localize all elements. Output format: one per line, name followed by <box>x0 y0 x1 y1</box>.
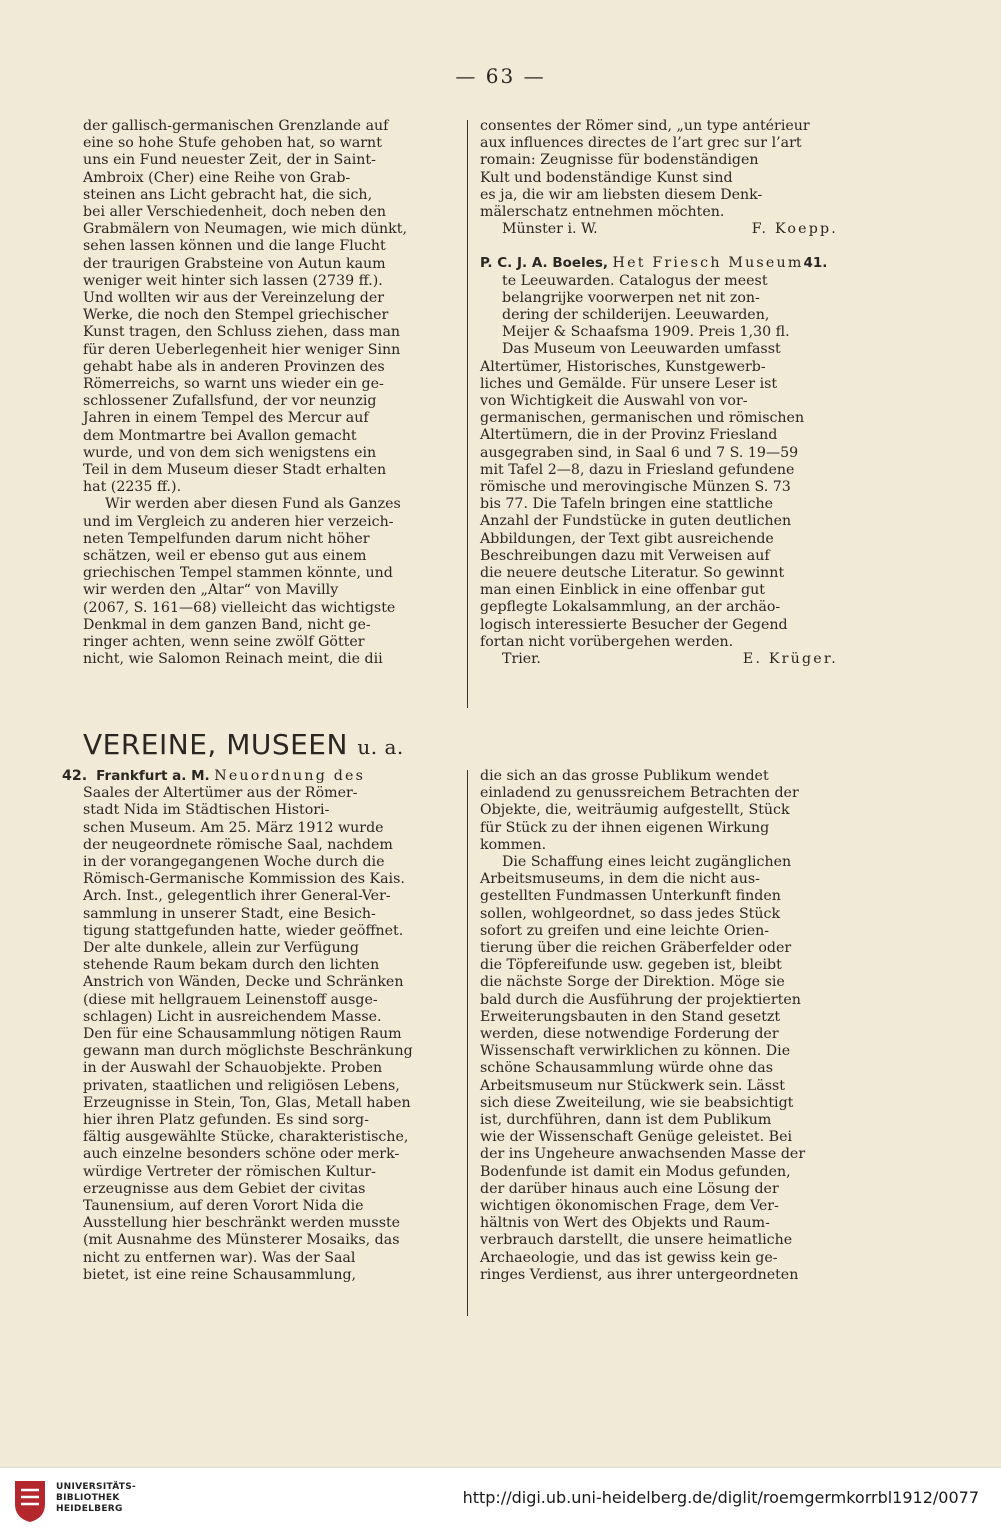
text-line: die neuere deutsche Literatur. So gewinnt <box>480 565 785 582</box>
text-line: romain: Zeugnisse für bodenständigen <box>480 152 759 169</box>
university-seal-icon <box>12 1478 48 1524</box>
footer-bar <box>0 1467 1001 1540</box>
text-line: ist, durchführen, dann ist dem Publikum <box>480 1112 772 1129</box>
text-line: hat (2235 ff.). <box>83 479 182 496</box>
entry-41-title: Het Friesch Museum <box>612 255 804 272</box>
entry-42-text <box>62 785 455 1284</box>
text-line: der gallisch-germanischen Grenzlande auf <box>83 118 389 134</box>
signature-name: E. Krüger. <box>742 651 838 668</box>
entry-42-topic: Neuordnung des <box>214 768 366 784</box>
column-top-left <box>83 118 453 669</box>
text-line: Römerreichs, so warnt uns wieder ein ge- <box>83 376 384 393</box>
text-line: Wir werden aber diesen Fund als Ganzes <box>105 496 401 513</box>
section-title-main: VEREINE, MUSEEN <box>83 728 348 761</box>
text-line: Archaeologie, und das ist gewiss kein ge- <box>480 1249 778 1266</box>
text-line: (2067, S. 161—68) vielleicht das wichtigste <box>83 599 396 616</box>
text-line: bietet, ist eine reine Schausammlung, <box>83 1266 357 1283</box>
paragraph-continuation <box>83 118 453 496</box>
entry-42-first-line <box>62 768 455 785</box>
text-line: ausgegraben sind, in Saal 6 und 7 S. 19—59 <box>480 444 799 461</box>
text-line: auch einzelne besonders schöne oder merk- <box>83 1146 400 1163</box>
text-line: privaten, staatlichen und religiösen Lebens, <box>83 1077 400 1094</box>
text-line: sofort zu greifen und eine leichte Orien- <box>480 922 770 939</box>
text-line: Ausstellung hier beschränkt werden musste <box>83 1215 401 1232</box>
text-line: schätzen, weil er ebenso gut aus einem <box>83 548 367 565</box>
text-line: gewann man durch möglichste Beschränkung <box>83 1043 413 1060</box>
text-line: bei aller Verschiedenheit, doch neben den <box>83 204 387 221</box>
text-line: (mit Ausnahme des Münsterer Mosaiks, das <box>83 1232 400 1249</box>
text-line: schöne Schausammlung würde ohne das <box>480 1060 773 1077</box>
text-line: Saales der Altertümer aus der Römer- <box>83 785 358 802</box>
text-line: Anstrich von Wänden, Decke und Schränken <box>83 974 404 991</box>
text-line: stehende Raum bekam durch den lichten <box>83 957 380 974</box>
text-line: in der vorangegangenen Woche durch die <box>83 854 385 871</box>
text-line: logisch interessierte Besucher der Gegend <box>480 616 788 633</box>
text-line: consentes der Römer sind, „un type antérieur <box>480 118 810 134</box>
entry-41-author: P. C. J. A. Boeles, <box>480 255 609 272</box>
text-line: Arbeitsmuseum nur Stückwerk sein. Lässt <box>480 1077 786 1094</box>
text-line: Altertümern, die in der Provinz Friesland <box>480 427 778 444</box>
text-line: der neugeordnete römische Saal, nachdem <box>83 836 393 853</box>
text-line: Erzeugnisse in Stein, Ton, Glas, Metall haben <box>83 1094 411 1111</box>
text-line: dering der schilderijen. Leeuwarden, <box>502 307 770 324</box>
text-line: sich diese Zweiteilung, wie sie beabsichtigt <box>480 1094 794 1111</box>
text-line: verbrauch darstellt, die unsere heimatliche <box>480 1232 793 1249</box>
text-line: griechischen Tempel stammen könnte, und <box>83 565 393 582</box>
text-line: hältnis von Wert des Objekts und Raum- <box>480 1215 770 1232</box>
text-line: die Töpfereifunde usw. gegeben ist, bleibt <box>480 957 782 974</box>
text-line: Objekte, die, weiträumig aufgestellt, Stück <box>480 802 790 819</box>
text-line: Römisch-Germanische Kommission des Kais. <box>83 871 405 888</box>
text-line: der traurigen Grabsteine von Autun kaum <box>83 255 386 272</box>
signature-place: Münster i. W. <box>502 221 598 238</box>
section-heading <box>83 728 404 761</box>
text-line: steinen ans Licht gebracht hat, die sich, <box>83 186 373 203</box>
column-rule-top <box>467 120 468 708</box>
entry-41-citation <box>480 273 850 342</box>
signature-place: Trier. <box>502 651 541 668</box>
text-line: mälerschatz entnehmen möchten. <box>480 204 725 221</box>
quote-continuation <box>480 118 850 221</box>
text-line: Werke, die noch den Stempel griechischer <box>83 307 389 324</box>
signature-name: F. Koepp. <box>751 221 838 238</box>
text-line: Arch. Inst., gelegentlich ihrer General-Ver- <box>83 888 391 905</box>
text-line: bald durch die Ausführung der projektierten <box>480 991 801 1008</box>
text-line: stadt Nida im Städtischen Histori- <box>83 802 330 819</box>
text-line: Anzahl der Fundstücke in guten deutlichen <box>480 513 792 530</box>
text-line: sammlung in unserer Stadt, eine Besich- <box>83 905 376 922</box>
library-name: UNIVERSITÄTS- BIBLIOTHEK HEIDELBERG <box>56 1482 137 1514</box>
text-line: Abbildungen, der Text gibt ausreichende <box>480 530 774 547</box>
signature-krueger <box>480 651 850 668</box>
text-line: ringes Verdienst, aus ihrer untergeordneten <box>480 1266 799 1283</box>
text-line: Und wollten wir aus der Vereinzelung der <box>83 290 385 307</box>
text-line: es ja, die wir am liebsten diesem Denk- <box>480 186 763 203</box>
text-line: der ins Ungeheure anwachsenden Masse der <box>480 1146 806 1163</box>
text-line: liches und Gemälde. Für unsere Leser ist <box>480 375 778 392</box>
text-line: die sich an das grosse Publikum wendet <box>480 768 769 784</box>
text-line: von Wichtigkeit die Auswahl von vor- <box>480 393 748 410</box>
text-line: Die Schaffung eines leicht zugänglichen <box>502 854 792 871</box>
text-line: schlagen) Licht in ausreichendem Masse. <box>83 1008 382 1025</box>
text-line: Kult und bodenständige Kunst sind <box>480 169 733 186</box>
text-line: Teil in dem Museum dieser Stadt erhalten <box>83 462 387 479</box>
text-line: schlossener Zufallsfund, der vor neunzig <box>83 393 377 410</box>
text-line: tierung über die reichen Gräberfelder oder <box>480 940 792 957</box>
entry-42-place: Frankfurt a. M. <box>96 768 210 784</box>
signature-koepp <box>480 221 850 238</box>
column-bottom-right <box>480 768 850 1284</box>
text-line: und im Vergleich zu anderen hier verzeich- <box>83 513 394 530</box>
text-line: Bodenfunde ist damit ein Modus gefunden, <box>480 1163 791 1180</box>
text-line: wie der Wissenschaft Genüge geleistet. Bei <box>480 1129 793 1146</box>
text-line: fortan nicht vorübergehen werden. <box>480 633 734 650</box>
text-line: sehen lassen können und die lange Flucht <box>83 238 386 255</box>
entry-42-number: 42. <box>62 768 88 784</box>
entry-42-arbeitsmuseum <box>480 854 850 1284</box>
text-line: für Stück zu der ihnen eigenen Wirkung <box>480 819 770 836</box>
text-line: Jahren in einem Tempel des Mercur auf <box>83 410 369 427</box>
entry-41-review <box>480 341 850 651</box>
text-line: uns ein Fund neuester Zeit, der in Saint- <box>83 152 376 169</box>
text-line: mit Tafel 2—8, dazu in Friesland gefundene <box>480 461 795 478</box>
column-top-right <box>480 118 850 668</box>
entry-42-continuation <box>480 768 850 854</box>
page-number: — 63 — <box>455 64 546 88</box>
column-bottom-left <box>62 768 455 1284</box>
text-line: Beschreibungen dazu mit Verweisen auf <box>480 547 770 564</box>
text-line: germanischen, germanischen und römischen <box>480 410 805 427</box>
text-line: würdige Vertreter der römischen Kultur- <box>83 1163 376 1180</box>
text-line: wichtigen ökonomischen Frage, dem Ver- <box>480 1198 779 1215</box>
text-line: der darüber hinaus auch eine Lösung der <box>480 1180 779 1197</box>
text-line: einladend zu genussreichem Betrachten der <box>480 785 799 802</box>
text-line: weniger weit hinter sich lassen (2739 ff.). <box>83 272 383 289</box>
permalink-url[interactable]: http://digi.ub.uni-heidelberg.de/diglit/roemgermkorrbl1912/0077 <box>462 1488 979 1507</box>
text-line: sollen, wohlgeordnet, so dass jedes Stück <box>480 905 781 922</box>
text-line: Den für eine Schausammlung nötigen Raum <box>83 1026 402 1043</box>
text-line: Denkmal in dem ganzen Band, nicht ge- <box>83 616 371 633</box>
text-line: gepflegte Lokalsammlung, an der archäo- <box>480 599 781 616</box>
text-line: wir werden den „Altar“ von Mavilly <box>83 582 339 599</box>
column-rule-bottom <box>467 770 468 1316</box>
text-line: römische und merovingische Münzen S. 73 <box>480 479 791 496</box>
text-line: wurde, und von dem sich wenigstens ein <box>83 444 377 461</box>
text-line: Wissenschaft verwirklichen zu können. Die <box>480 1043 791 1060</box>
text-line: belangrijke voorwerpen net nit zon- <box>502 289 760 306</box>
text-line: Meijer & Schaafsma 1909. Preis 1,30 fl. <box>502 324 790 341</box>
text-line: eine so hohe Stufe gehoben hat, so warnt <box>83 135 382 152</box>
entry-41-heading <box>480 255 850 272</box>
entry-41-number: 41. <box>803 255 828 272</box>
text-line: kommen. <box>480 836 547 853</box>
text-line: fältig ausgewählte Stücke, charakteristische, <box>83 1129 409 1146</box>
text-line: man einen Einblick in eine offenbar gut <box>480 582 765 599</box>
text-line: tigung stattgefunden hatte, wieder geöffnet. <box>83 922 404 939</box>
text-line: für deren Ueberlegenheit hier weniger Sinn <box>83 341 401 358</box>
text-line: dem Montmartre bei Avallon gemacht <box>83 427 357 444</box>
text-line: Taunensium, auf deren Vorort Nida die <box>83 1198 364 1215</box>
text-line: bis 77. Die Tafeln bringen eine stattliche <box>480 496 773 513</box>
text-line: die nächste Sorge der Direktion. Möge sie <box>480 974 785 991</box>
text-line: schen Museum. Am 25. März 1912 wurde <box>83 819 384 836</box>
text-line: erzeugnisse aus dem Gebiet der civitas <box>83 1180 366 1197</box>
text-line: Erweiterungsbauten in den Stand gesetzt <box>480 1008 781 1025</box>
text-line: Grabmälern von Neumagen, wie mich dünkt, <box>83 221 407 238</box>
text-line: Altertümer, Historisches, Kunstgewerb- <box>480 358 766 375</box>
text-line: in der Auswahl der Schauobjekte. Proben <box>83 1060 383 1077</box>
text-line: Kunst tragen, den Schluss ziehen, dass man <box>83 324 401 341</box>
text-line: werden, diese notwendige Forderung der <box>480 1026 779 1043</box>
text-line: (diese mit hellgrauem Leinenstoff ausge- <box>83 991 378 1008</box>
text-line: aux influences directes de l’art grec sur l’art <box>480 135 802 152</box>
text-line: Arbeitsmuseums, in dem die nicht aus- <box>480 871 760 888</box>
text-line: te Leeuwarden. Catalogus der meest <box>502 272 768 289</box>
text-line: nicht zu entfernen war). Was der Saal <box>83 1249 356 1266</box>
text-line: ringer achten, wenn seine zwölf Götter <box>83 634 365 651</box>
text-line: gestellten Fundmassen Unterkunft finden <box>480 888 781 905</box>
text-line: gehabt habe als in anderen Provinzen des <box>83 358 385 375</box>
text-line: Das Museum von Leeuwarden umfasst <box>502 341 781 358</box>
paragraph-mavilly <box>83 496 453 668</box>
text-line: Ambroix (Cher) eine Reihe von Grab- <box>83 169 351 186</box>
section-title-small: u. a. <box>357 735 404 759</box>
text-line: nicht, wie Salomon Reinach meint, die dii <box>83 651 383 668</box>
text-line: hier ihren Platz gefunden. Es sind sorg- <box>83 1112 369 1129</box>
text-line: Der alte dunkele, allein zur Verfügung <box>83 940 359 957</box>
text-line: neten Tempelfunden darum nicht höher <box>83 530 370 547</box>
